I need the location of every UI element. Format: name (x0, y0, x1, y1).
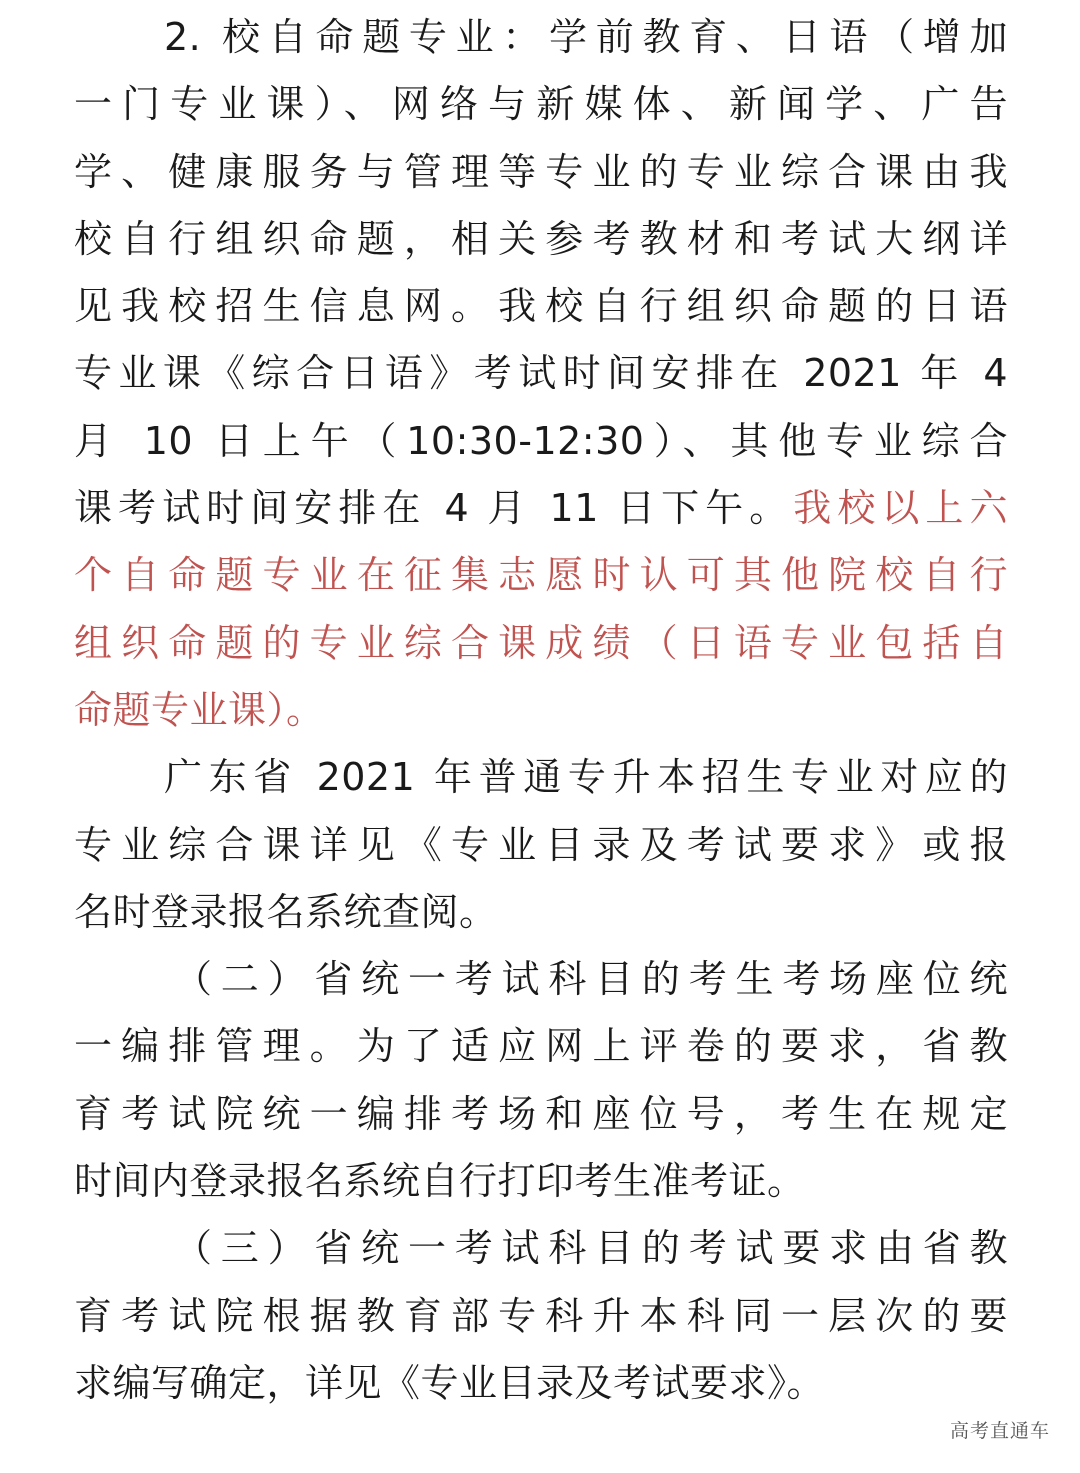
text-line: 课考试时间安排在 4 月 11 日下午。我校以上六 (74, 486, 1008, 531)
highlighted-text-line: 组织命题的专业综合课成绩（日语专业包括自 (74, 620, 1008, 665)
text-line: 一门专业课）、网络与新媒体、新闻学、广告 (74, 82, 1008, 127)
text-line: （三）省统一考试科目的考试要求由省教 (174, 1226, 1008, 1271)
text-line: 一编排管理。为了适应网上评卷的要求，省教 (74, 1024, 1008, 1069)
text-line: 时间内登录报名系统自行打印考生准考证。 (74, 1159, 806, 1204)
text-line: 专业课《综合日语》考试时间安排在 2021 年 4 (74, 351, 1008, 396)
text-line: 见我校招生信息网。我校自行组织命题的日语 (74, 284, 1008, 329)
text-line: 2. 校自命题专业：学前教育、日语（增加 (164, 15, 1008, 59)
document-body (74, 4, 1008, 1417)
paragraph-2 (74, 744, 1008, 946)
watermark: 高考直通车 (949, 1420, 1050, 1442)
text-line: 专业综合课详见《专业目录及考试要求》或报 (74, 822, 1008, 867)
text-line: （二）省统一考试科目的考生考场座位统 (174, 957, 1008, 1002)
highlighted-text-line: 个自命题专业在征集志愿时认可其他院校自行 (74, 553, 1008, 598)
paragraph-1 (74, 4, 1008, 744)
text-line: 求编写确定，详见《专业目录及考试要求》。 (74, 1360, 826, 1405)
text-line: 校自行组织命题，相关参考教材和考试大纲详 (74, 216, 1008, 261)
highlighted-text: 我校以上六 (793, 486, 1008, 531)
text-line: 学、健康服务与管理等专业的专业综合课由我 (74, 149, 1008, 194)
highlighted-text-line: 命题专业课）。 (74, 687, 325, 732)
text-line: 广东省 2021 年普通专升本招生专业对应的 (164, 755, 1008, 800)
text-line: 月 10 日上午（10:30-12:30）、其他专业综合 (74, 418, 1008, 463)
paragraph-3 (74, 946, 1008, 1215)
text-line: 育考试院统一编排考场和座位号，考生在规定 (74, 1091, 1008, 1136)
text-line: 名时登录报名系统查阅。 (74, 889, 498, 934)
paragraph-4 (74, 1215, 1008, 1417)
text-line: 育考试院根据教育部专科升本科同一层次的要 (74, 1293, 1008, 1338)
